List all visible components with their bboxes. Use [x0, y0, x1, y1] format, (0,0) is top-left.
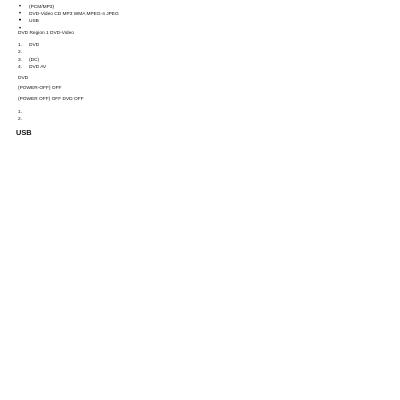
- numbered-list: [18, 109, 380, 123]
- list-number: 1.: [18, 109, 23, 115]
- feature-list-item: • (PCM/MP3): [18, 4, 380, 11]
- list-number: 2.: [18, 50, 23, 56]
- body-paragraph: DVD: [18, 76, 29, 82]
- manual-section: [18, 97, 380, 104]
- feature-list: [18, 4, 380, 26]
- section-heading: USB: [16, 128, 32, 138]
- manual-section: [18, 31, 380, 38]
- numbered-list-item: [18, 109, 380, 116]
- body-paragraph: (POWER-OFF) OFF: [18, 85, 62, 91]
- feature-list-item: • DVD-Video CD MP3 WMA MPEG-4 JPEG: [18, 11, 380, 18]
- list-number: 3.: [18, 57, 23, 63]
- manual-sections: [18, 31, 380, 139]
- manual-section: [18, 128, 380, 138]
- numbered-list-item: [18, 116, 380, 123]
- body-paragraph: DVD Region 1 DVD-Video: [18, 30, 74, 36]
- body-paragraph: (POWER OFF) OFF DVD OFF: [18, 97, 84, 103]
- list-item-text: DVD: [29, 43, 40, 49]
- numbered-list: [18, 42, 380, 71]
- list-number: 2.: [18, 117, 23, 122]
- manual-section: [18, 76, 380, 92]
- manual-section: [18, 109, 380, 123]
- list-item-text: DVD AV: [29, 64, 47, 70]
- list-number: 1.: [18, 43, 23, 49]
- numbered-list-item: [18, 57, 380, 64]
- list-number: 4.: [18, 64, 23, 70]
- list-item-text: (DC): [29, 57, 40, 63]
- numbered-list-item: [18, 64, 380, 71]
- numbered-list-item: [18, 49, 380, 56]
- manual-section: [18, 42, 380, 71]
- numbered-list-item: [18, 42, 380, 49]
- feature-list-item: • USB: [18, 18, 380, 25]
